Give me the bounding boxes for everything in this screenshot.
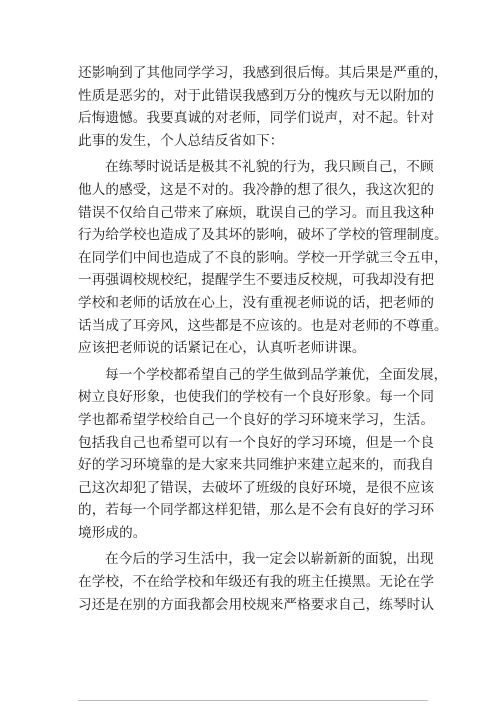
text-line: 好的学习环境靠的是大家来共同维护来建立起来的，而我自 xyxy=(78,457,435,474)
text-line: 他人的感受，这是不对的。我冷静的想了很久，我这次犯的 xyxy=(78,181,435,198)
text-line: 的，若每一个同学都这样犯错，那么是不会有良好的学习环 xyxy=(78,502,435,519)
text-line: 错误不仅给自己带来了麻烦，耽误自己的学习。而且我这种 xyxy=(78,204,435,221)
paragraph-4 xyxy=(78,548,435,616)
text-line: 每一个学校都希望自己的学生做到品学兼优，全面发展， xyxy=(105,366,448,383)
paragraph-3 xyxy=(78,364,448,545)
text-line: 应该把老师说的话紧记在心，认真听老师讲课。 xyxy=(78,340,366,357)
paragraph-1 xyxy=(78,62,448,152)
text-line: 在今后的学习生活中，我一定会以崭新新的面貌，出现 xyxy=(105,551,434,568)
text-line: 境形成的。 xyxy=(78,524,147,541)
text-line: 一再强调校规校纪，提醒学生不要违反校规，可我却没有把 xyxy=(78,272,435,289)
text-line: 包括我自己也希望可以有一个良好的学习环境，但是一个良 xyxy=(78,434,435,451)
text-line: 在练琴时说话是极其不礼貌的行为，我只顾自己，不顾 xyxy=(105,159,434,176)
text-line: 在同学们中间也造成了不良的影响。学校一开学就三令五申， xyxy=(78,249,448,266)
text-line: 己这次却犯了错误，去破坏了班级的良好环境，是很不应该 xyxy=(78,479,435,496)
text-line: 还影响到了其他同学学习，我感到很后悔。其后果是严重的， xyxy=(78,65,448,81)
text-line: 行为给学校也造成了及其坏的影响，破坏了学校的管理制度。 xyxy=(78,227,448,244)
text-line: 学也都希望学校给自己一个良好的学习环境来学习，生活。 xyxy=(78,411,435,428)
text-line: 习还是在别的方面我都会用校规来严格要求自己，练琴时认 xyxy=(78,596,435,613)
text-line: 话当成了耳旁风，这些都是不应该的。也是对老师的不尊重。 xyxy=(78,317,448,334)
text-line: 性质是恶劣的，对于此错误我感到万分的愧疚与无以附加的 xyxy=(78,87,435,104)
text-line: 此事的发生，个人总结反省如下： xyxy=(78,132,284,149)
text-line: 树立良好形象，也使我们的学校有一个良好形象。每一个同 xyxy=(78,389,435,406)
document-body xyxy=(78,62,448,616)
text-line: 在学校，不在给学校和年级还有我的班主任摸黑。无论在学 xyxy=(78,574,435,591)
paragraph-2 xyxy=(78,156,448,359)
text-line: 后悔遗憾。我要真诚的对老师，同学们说声，对不起。针对 xyxy=(78,110,435,127)
text-line: 学校和老师的话放在心上，没有重视老师说的话，把老师的 xyxy=(78,294,435,311)
page-bottom-rule xyxy=(78,700,428,701)
